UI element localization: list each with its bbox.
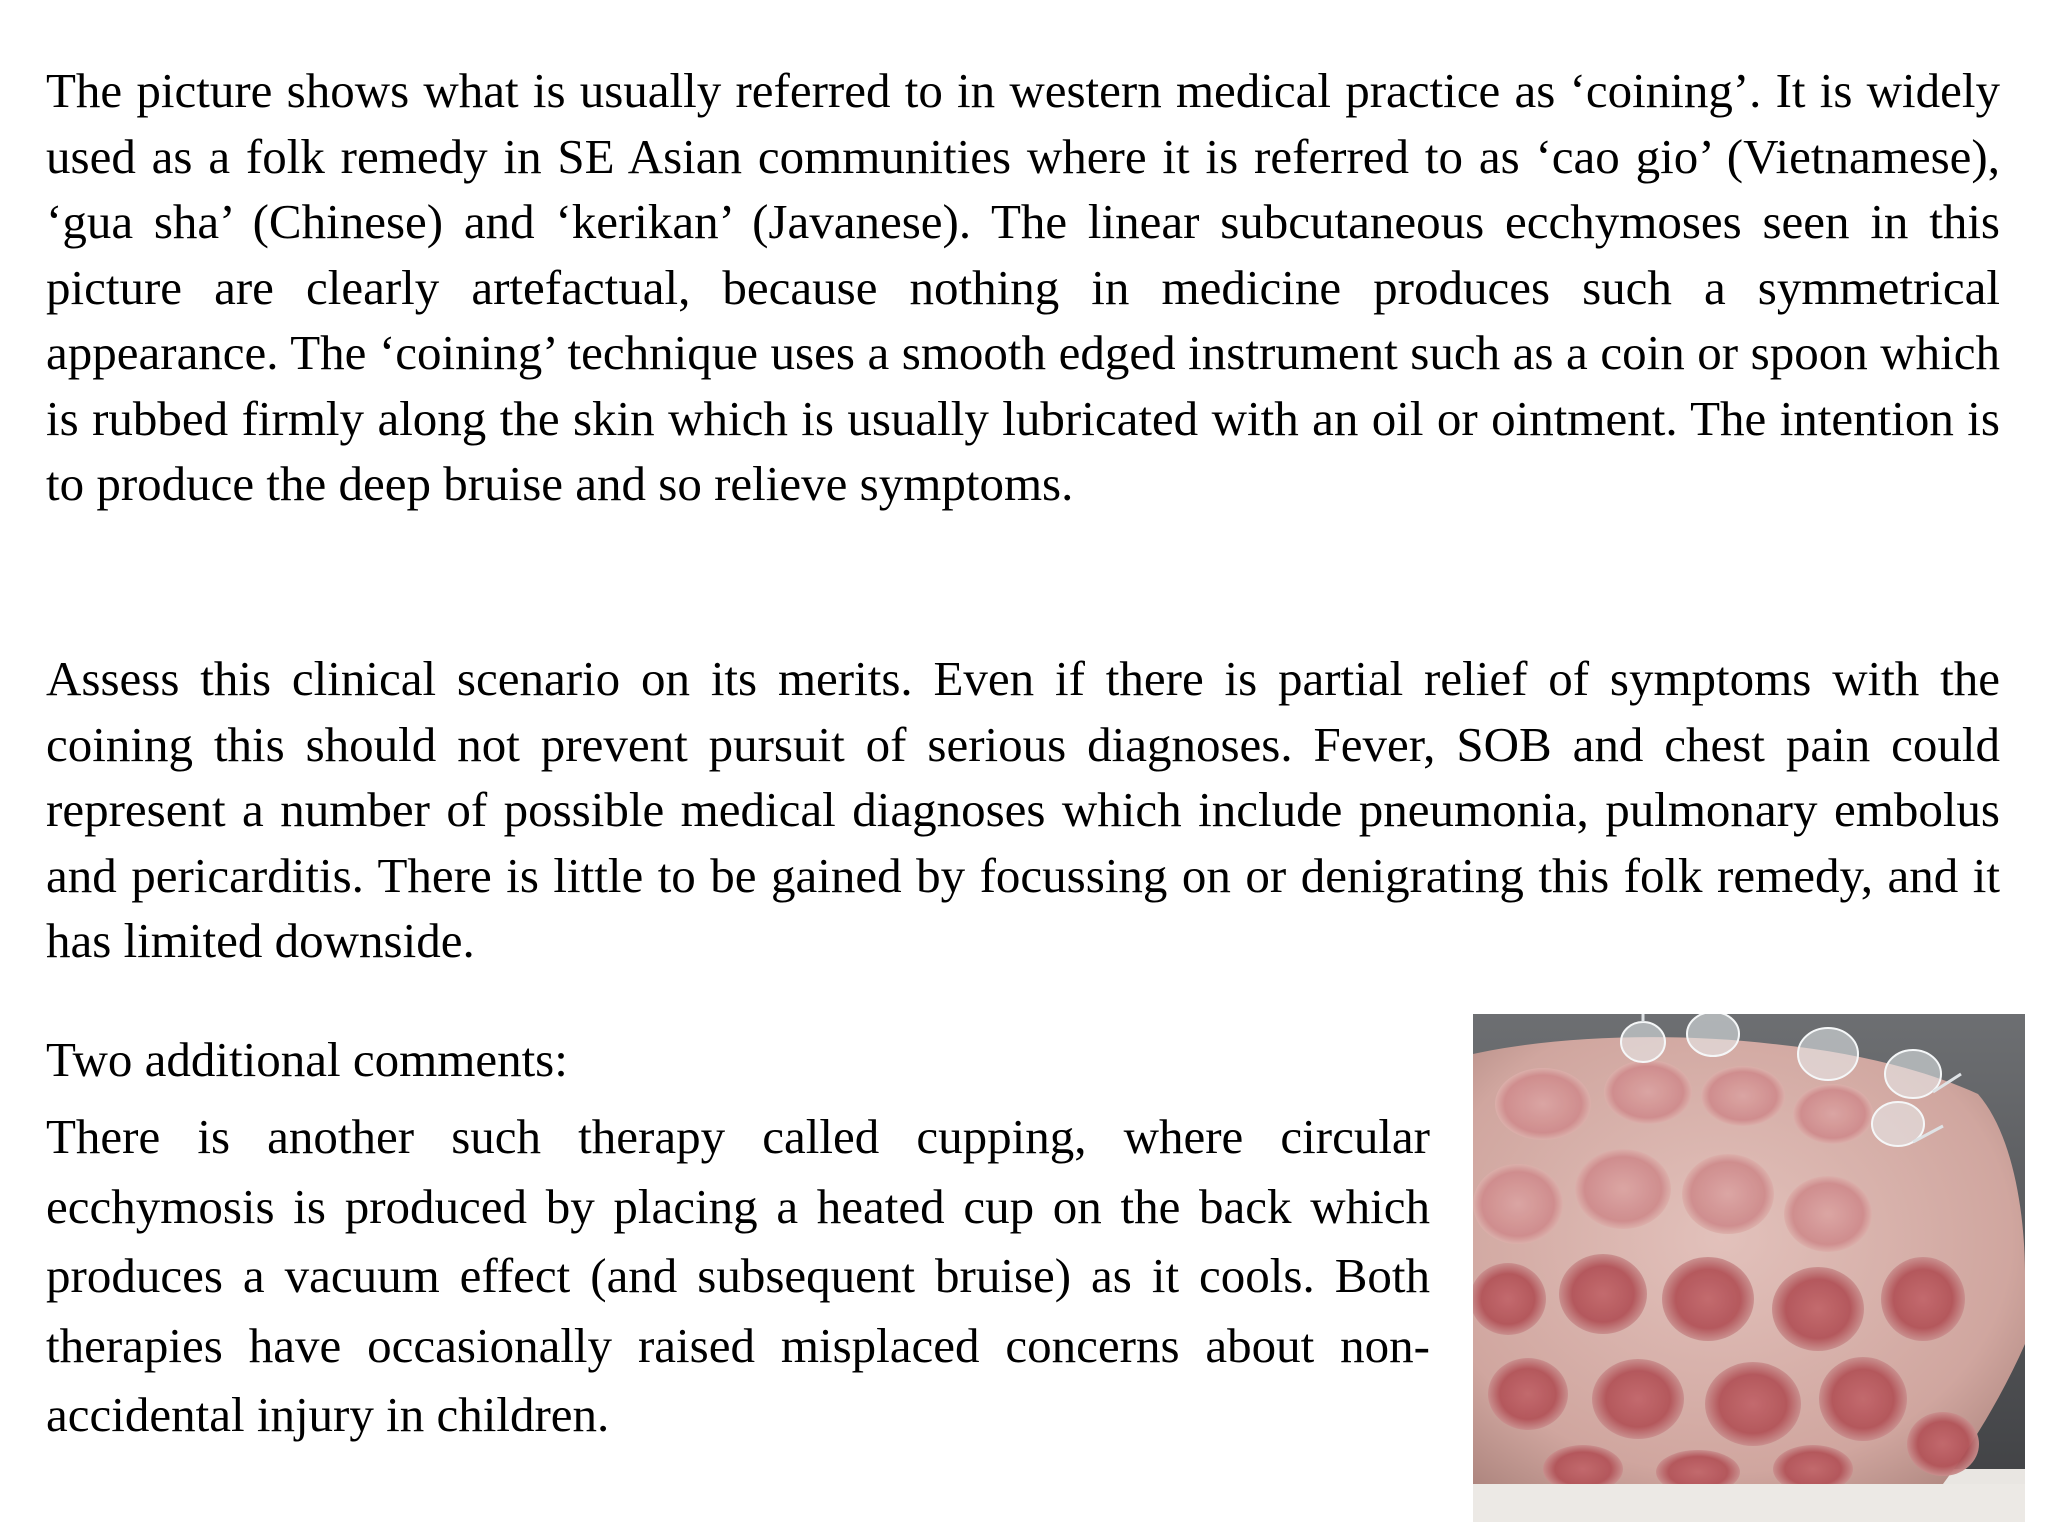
paragraph-cupping: There is another such therapy called cupping, where circular ecchymosis is produced by placing a heated cup on the back which produces a vacuum effect (and subsequent bruise) as it cools. Both therapies have occasionally raised misplaced concerns about non-accidental injury in children. <box>46 1109 1430 1442</box>
cupping-photo <box>1473 1014 2025 1522</box>
comments-heading: Two additional comments: <box>46 1032 568 1087</box>
paragraph-coining: The picture shows what is usually referred to in western medical practice as ‘coining’. It is widely used as a folk remedy in SE Asian communities where it is referred to as ‘cao gio’ (Vietnamese), ‘gua sha’ (Chinese) and ‘kerikan’ (Javanese). The linear subcutaneous ecchymoses seen in this picture are clearly artefactual, because nothing in medicine produces such a symmetrical appearance. The ‘coining’ technique uses a smooth edged instrument such as a coin or spoon which is rubbed firmly along the skin which is usually lubricated with an oil or ointment. The intention is to produce the deep bruise and so relieve symptoms. <box>46 63 2000 511</box>
paragraph-clinical-assessment: Assess this clinical scenario on its merits. Even if there is partial relief of symptoms with the coining this should not prevent pursuit of serious diagnoses. Fever, SOB and chest pain could represent a number of possible medical diagnoses which include pneumonia, pulmonary embolus and pericarditis. There is little to be gained by focussing on or denigrating this folk remedy, and it has limited downside. <box>46 651 2000 968</box>
